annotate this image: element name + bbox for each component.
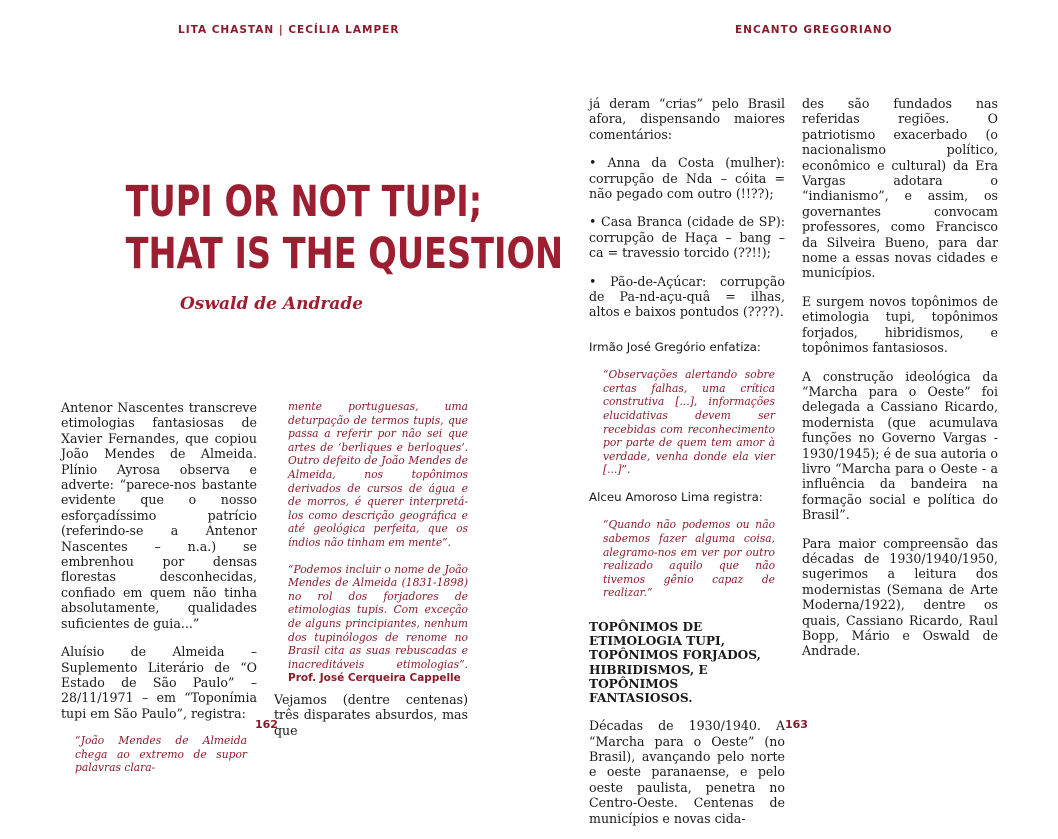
quote-signature: Prof. José Cerqueira Cappelle [288,672,461,685]
quote: mente portuguesas, uma deturpação de termos tupis, que passa a referir por não sei que artes de ‘berliques e berloques’. Outro defeito de João Mendes de Almeida, nos topônimos derivados de cursos de água e de morros, é querer interpretá-los como descrição geográfica e até geológica perfeita, que os índios não tinham em mente”. [288,400,468,549]
paragraph: A construção ideológica da “Marcha para o Oeste” foi delegada a Cassiano Ricardo, modernista (que acumulava funções no Governo Vargas - 1930/1945); é de sua autoria o livro “Marcha para o Oeste - a influência da bandeira na formação social e política do Brasil”. [802,368,998,523]
paragraph: Para maior compreensão das décadas de 1930/1940/1950, sugerimos a leitura dos modernistas (Semana de Arte Moderna/1922), dentre os quais, Cassiano Ricardo, Raul Bopp, Mário e Oswald de Andrade. [802,535,998,659]
running-header-left: LITA CHASTAN | CECÍLIA LAMPER [178,24,400,36]
column-3 [589,96,785,839]
title-author: Oswald de Andrade [180,294,364,314]
quote: “Quando não podemos ou não sabemos fazer alguma coisa, alegramo-nos em ver por outro realizado aquilo que não tivemos gênio capaz de realizar.” [603,518,775,600]
page-number-left: 162 [255,718,278,731]
quote: “Observações alertando sobre certas falhas, uma crítica construtiva [...], informações elucidativas devem ser recebidas com reconhecimento por parte de quem tem amor à verdade, venha donde ela vier [...]”. [603,368,775,477]
column-4 [802,96,998,672]
section-heading: TOPÔNIMOS DE ETIMOLOGIA TUPI, TOPÔNIMOS FORJADOS, HIBRIDISMOS, E TOPÔNIMOS FANTASIOSOS. [589,620,761,706]
title-line-1: TUPI OR NOT TUPI; [125,177,483,227]
bullet-item: • Casa Branca (cidade de SP): corrupção de Haça – bang – ca = travessio torcido (??!!); [589,214,785,261]
running-header-right: ENCANTO GREGORIANO [735,24,893,36]
paragraph: Antenor Nascentes transcreve etimologias fantasiosas de Xavier Fernandes, que copiou João Mendes de Almeida. Plínio Ayrosa observa e adverte: “parece-nos bastante evidente que o nosso esforçadíssimo patrício (referindo-se a Antenor Nascentes – n.a.) se embrenhou por densas florestas desconhecidas, confiado em quem não tinha absolutamente, qualidades suficientes de guia...” [61,400,257,631]
bullet-item: • Anna da Costa (mulher): corrupção de Nda – cóita = não pegado com outro (!!??); [589,155,785,202]
page-number-right: 163 [785,718,808,731]
title-line-2: THAT IS THE QUESTION [125,229,564,279]
bullet-item: • Pão-de-Açúcar: corrupção de Pa‑nd-açu-quâ = ilhas, altos e baixos pontudos (????). [589,273,785,320]
paragraph: E surgem novos topônimos de etimologia tupi, topônimos forjados, hibridismos, e topônimos fantasiosos. [802,293,998,356]
paragraph: já deram “crias” pelo Brasil afora, dispensando maiores comentários: [589,96,785,142]
paragraph: Irmão José Gregório enfatiza: [589,339,761,354]
column-2 [274,400,468,751]
paragraph: Aluísio de Almeida – Suplemento Literário de “O Estado de São Paulo” – 28/11/1971 – em “Toponímia tupi em São Paulo”, registra: [61,644,257,721]
paragraph: Alceu Amoroso Lima registra: [589,490,763,505]
column-1 [61,400,257,788]
paragraph: Décadas de 1930/1940. A “Marcha para o Oeste” (no Brasil), avançando pelo norte e oeste paranaense, e pelo oeste paulista, penetra no Centro-Oeste. Centenas de municípios e novas cida- [589,718,785,826]
quote: “João Mendes de Almeida chega ao extremo de supor palavras clara- [75,734,247,775]
paragraph: Vejamos (dentre centenas) três disparates absurdos, mas que [274,691,468,738]
quote [274,563,468,686]
article-title [125,176,564,280]
paragraph: des são fundados nas referidas regiões. O patriotismo exacerbado (o nacionalismo político, econômico e cultural) da Era Vargas adotara o “indianismo”, e assim, os governantes convocam professores, como Francisco da Silveira Bueno, para dar nome a essas novas cidades e municípios. [802,96,998,281]
quote-text: “Podemos incluir o nome de João Mendes de Almeida (1831-1898) no rol dos forjadores de etimologias tupis. Com exceção de alguns principiantes, nenhum dos tupinólogos de renome no Brasil cita as suas rebuscadas e inacreditáveis etimologias”. [288,562,468,671]
